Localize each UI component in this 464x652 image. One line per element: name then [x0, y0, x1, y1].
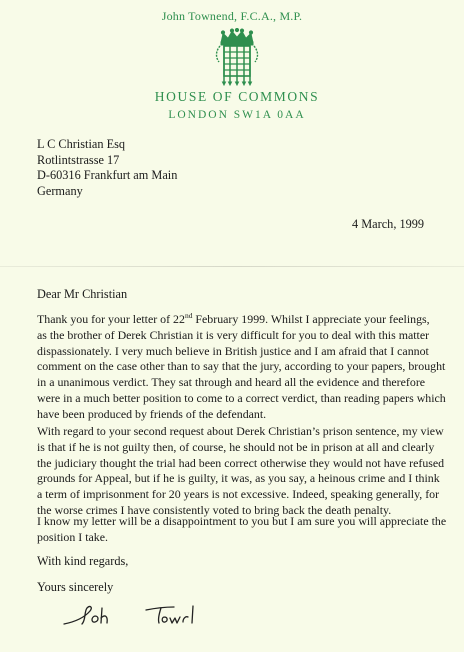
letterhead-house: HOUSE OF COMMONS [154, 89, 320, 104]
text-line: dispassionately. I very much believe in British justice and I am afraid that I cannot [37, 343, 429, 358]
recipient-city: D-60316 Frankfurt am Main [37, 168, 178, 182]
portcullis-icon [213, 28, 261, 86]
letter-date: 4 March, 1999 [352, 217, 425, 231]
text-line: a term of imprisonment for 20 years is not excessive. Indeed, speaking generally, for [37, 487, 440, 502]
text-line: in a unanimous verdict. They sat through and heard all the evidence and therefore [37, 375, 426, 390]
text-line: is that if he is not guilty then, of course, he should not be in prison at all and clearly [37, 439, 435, 454]
signoff: Yours sincerely [37, 580, 114, 594]
text-line: were in a much better position to come to a correct verdict, than reading papers which [37, 390, 446, 405]
paragraph-3 [37, 514, 453, 546]
salutation: Dear Mr Christian [37, 287, 128, 301]
text-line: position I take. [37, 529, 109, 544]
ordinal-suffix: nd [184, 311, 193, 321]
text-line: have been produced by friends of the defendant. [37, 406, 267, 421]
text-line: With regard to your second request about Derek Christian’s prison sentence, my view [37, 424, 444, 438]
text-line: Thank you for your letter of 22nd February 1999. Whilst I appreciate your feelings, [37, 311, 430, 326]
letterhead-location: LONDON SW1A 0AA [168, 109, 306, 121]
text-line: the judiciary thought the trial had been correct otherwise they would not have refused [37, 455, 445, 470]
recipient-street: Rotlintstrasse 17 [37, 152, 120, 167]
text-line: I know my letter will be a disappointment to you but I am sure you will appreciate the [37, 514, 447, 528]
recipient-address [37, 137, 177, 199]
closing: With kind regards, [37, 554, 129, 568]
paragraph-1 [37, 312, 453, 423]
recipient-country: Germany [37, 183, 83, 198]
text-line: the worse crimes I have consistently voted to bring back the death penalty. [37, 502, 392, 517]
paragraph-2 [37, 424, 453, 519]
text-line: as the brother of Derek Christian it is very difficult for you to deal with this matter [37, 327, 430, 342]
text-line: grounds for Appeal, but if he is guilty, it was, as you say, a heinous crime and I think [37, 471, 440, 486]
text-line: comment on the case other than to say that the jury, according to your papers, brought [37, 359, 446, 374]
handwritten-signature [60, 598, 200, 630]
paper-fold-line [0, 266, 464, 267]
recipient-name: L C Christian Esq [37, 137, 126, 151]
letterhead-sender: John Townend, F.C.A., M.P. [161, 9, 303, 23]
